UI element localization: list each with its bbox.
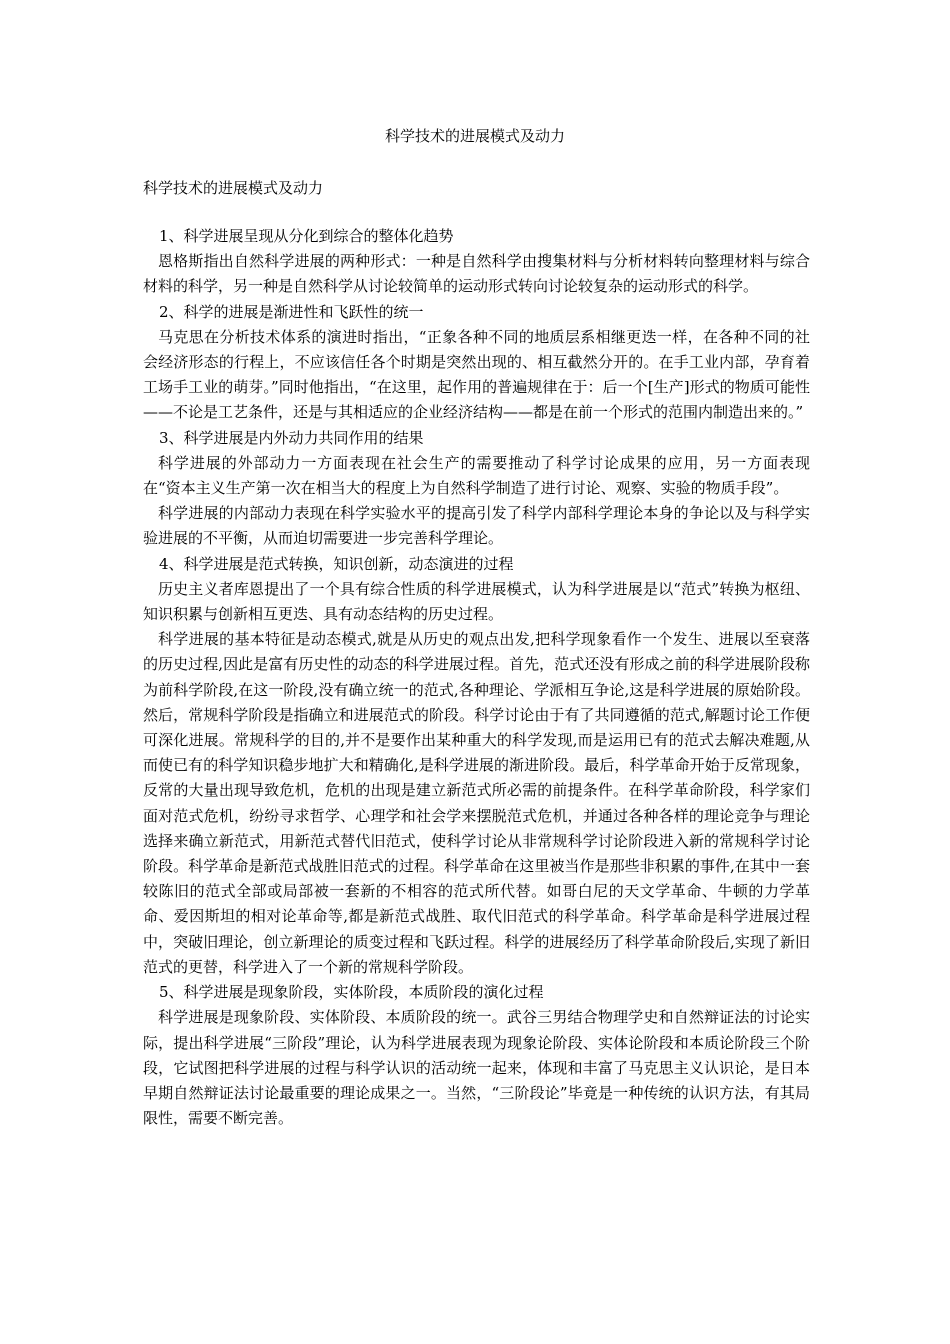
document-body [143, 224, 810, 1131]
paragraph: 恩格斯指出自然科学进展的两种形式：一种是自然科学由搜集材料与分析材料转向整理材料与综合材料的科学，另一种是自然科学从讨论较简单的运动形式转向讨论较复杂的运动形式的科学。 [143, 252, 810, 296]
paragraph: 历史主义者库恩提出了一个具有综合性质的科学进展模式，认为科学进展是以“范式”转换为枢纽、知识积累与创新相互更迭、具有动态结构的历史过程。 [143, 579, 810, 624]
document-title: 科学技术的进展模式及动力 [384, 127, 565, 145]
paragraph: 科学进展的基本特征是动态模式,就是从历史的观点出发,把科学现象看作一个发生、进展以至衰落的历史过程,因此是富有历史性的动态的科学进展过程。首先，范式还没有形成之前的科学进展阶段称为前科学阶段,在这一阶段,没有确立统一的范式,各种理论、学派相互争论,这是科学进展的原始阶段。然后，常规科学阶段是指确立和进展范式的阶段。科学讨论由于有了共同遵循的范式,解题讨论工作便可深化进展。常规科学的目的,并不是要作出某种重大的科学发现,而是运用已有的范式去解决难题,从而使已有的科学知识稳步地扩大和精确化,是科学进展的渐进阶段。最后，科学革命开始于反常现象，反常的大量出现导致危机，危机的出现是建立新范式所必需的前提条件。在科学革命阶段，科学家们面对范式危机，纷纷寻求哲学、心理学和社会学来摆脱范式危机，并通过各种各样的理论竞争与理论选择来确立新范式，用新范式替代旧范式，使科学讨论从非常规科学讨论阶段进入新的常规科学讨论阶段。科学革命是新范式战胜旧范式的过程。科学革命在这里被当作是那些非积累的事件,在其中一套较陈旧的范式全部或局部被一套新的不相容的范式所代替。如哥白尼的天文学革命、牛顿的力学革命、爱因斯坦的相对论革命等,都是新范式战胜、取代旧范式的科学革命。科学革命是科学进展过程中，突破旧理论，创立新理论的质变过程和飞跃过程。科学的进展经历了科学革命阶段后,实现了新旧范式的更替，科学进入了一个新的常规科学阶段。 [143, 630, 810, 976]
section-heading-4: 4、科学进展是范式转换，知识创新，动态演进的过程 [159, 554, 514, 573]
paragraph: 科学进展是现象阶段、实体阶段、本质阶段的统一。武谷三男结合物理学史和自然辩证法的讨论实际，提出科学进展“三阶段”理论，认为科学进展表现为现象论阶段、实体论阶段和本质论阶段三个阶段，它试图把科学进展的过程与科学认识的活动统一起来，体现和丰富了马克思主义认识论，是日本早期自然辩证法讨论最重要的理论成果之一。当然，“三阶段论”毕竟是一种传统的认识方法，有其局限性，需要不断完善。 [143, 1008, 810, 1128]
paragraph: 马克思在分析技术体系的演进时指出，“正象各种不同的地质层系相继更迭一样，在各种不同的社会经济形态的行程上，不应该信任各个时期是突然出现的、相互截然分开的。在手工业内部，孕育着工场手工业的萌芽。”同时他指出，“在这里，起作用的普遍规律在于：后一个[生产]形式的物质可能性——不论是工艺条件，还是与其相适应的企业经济结构——都是在前一个形式的范围内制造出来的。” [143, 327, 810, 422]
section-heading-2: 2、科学的进展是渐进性和飞跃性的统一 [159, 302, 424, 321]
section-heading-5: 5、科学进展是现象阶段，实体阶段，本质阶段的演化过程 [159, 983, 544, 1002]
paragraph: 科学进展的外部动力一方面表现在社会生产的需要推动了科学讨论成果的应用，另一方面表现在“资本主义生产第一次在相当大的程度上为自然科学制造了进行讨论、观察、实验的物质手段”。 [143, 453, 810, 498]
paragraph: 科学进展的内部动力表现在科学实验水平的提高引发了科学内部科学理论本身的争论以及与科学实验进展的不平衡，从而迫切需要进一步完善科学理论。 [143, 504, 810, 548]
section-heading-1: 1、科学进展呈现从分化到综合的整体化趋势 [159, 227, 454, 245]
document-subtitle: 科学技术的进展模式及动力 [143, 179, 324, 197]
section-heading-3: 3、科学进展是内外动力共同作用的结果 [159, 428, 424, 447]
